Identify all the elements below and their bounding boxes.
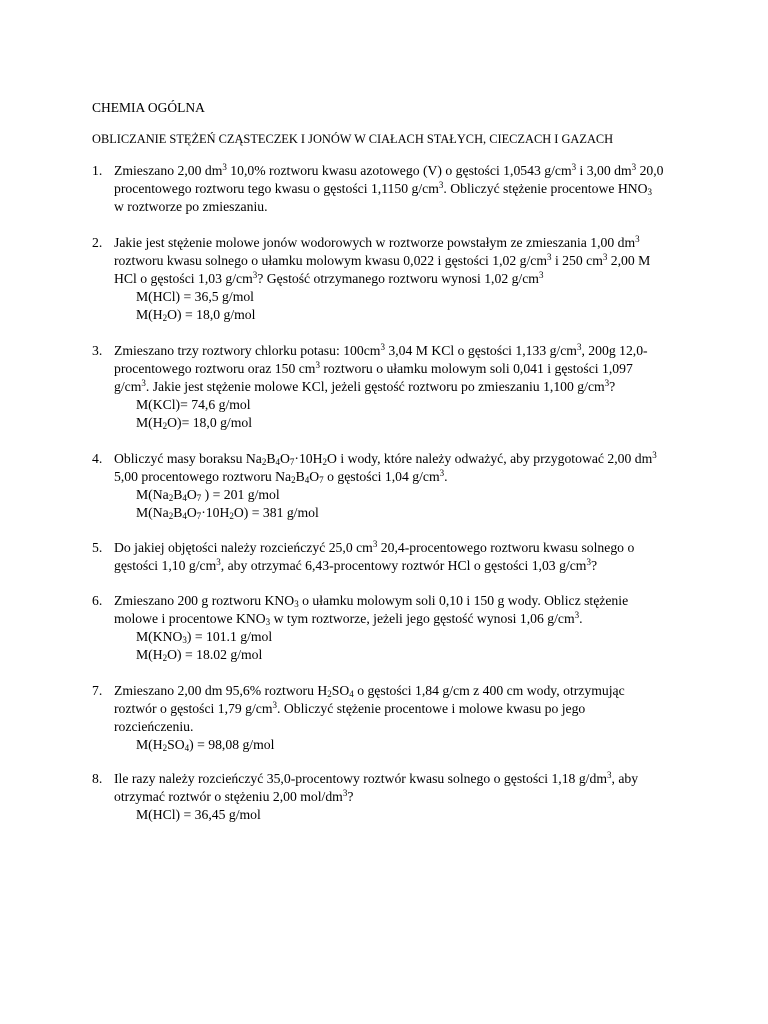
text-run: Zmieszano trzy roztwory chlorku potasu: 100cm [114, 343, 381, 358]
text-line [114, 718, 677, 736]
text-line [114, 468, 677, 486]
molar-mass [136, 306, 677, 324]
problem-text [114, 342, 677, 396]
text-run: gęstości 1,10 g/cm [114, 558, 217, 573]
problem-text [114, 682, 677, 736]
subscript: 4 [349, 689, 354, 699]
problem-text [114, 450, 677, 486]
text-run: w tym roztworze, jeżeli jego gęstość wynosi 1,06 g/cm [270, 611, 575, 626]
text-run: HCl o gęstości 1,03 g/cm [114, 271, 253, 286]
text-line [114, 610, 677, 628]
problem-6 [92, 592, 677, 664]
superscript: 3 [342, 788, 348, 798]
text-line [114, 378, 677, 396]
problem-number: 6. [92, 593, 103, 608]
problem-8 [92, 770, 677, 824]
superscript: 3 [604, 378, 610, 388]
text-run: O [309, 469, 320, 484]
text-run: w roztworze po zmieszaniu. [114, 199, 268, 214]
text-run: O [186, 487, 197, 502]
text-run: O) = 18.02 g/mol [167, 647, 263, 662]
subscript: 7 [319, 475, 324, 485]
problem-body [114, 450, 677, 522]
text-run: Jakie jest stężenie molowe jonów wodorowych w roztworze powstałym ze zmieszania 1,00 dm [114, 235, 636, 250]
text-line [114, 682, 677, 700]
text-run: o gęstości 1,84 g/cm z 400 cm wody, otrzymując [353, 683, 625, 698]
text-run: O [280, 451, 290, 466]
text-line [114, 788, 677, 806]
text-run: g/cm [114, 379, 142, 394]
molar-masses [114, 486, 677, 522]
problem-body [114, 770, 677, 824]
problem-body [114, 234, 677, 324]
text-run: Ile razy należy rozcieńczyć 35,0-procentowy roztwór kwasu solnego o gęstości 1,18 g/dm [114, 771, 607, 786]
subscript: 4 [182, 511, 187, 521]
text-run: B [173, 487, 183, 502]
text-line [114, 342, 677, 360]
subscript: 4 [304, 475, 310, 485]
subscript: 2 [322, 457, 328, 467]
problem-4 [92, 450, 677, 522]
text-run: 20,0 [636, 163, 664, 178]
text-line [114, 539, 677, 557]
subscript: 2 [162, 313, 168, 323]
subscript: 2 [168, 493, 174, 503]
text-run: M(Na [136, 487, 169, 502]
problem-text [114, 539, 677, 575]
problem-body [114, 162, 677, 216]
text-run: ? [609, 379, 616, 394]
text-run: ·10H [294, 451, 323, 466]
superscript: 3 [372, 539, 378, 549]
text-run: M(KNO [136, 629, 183, 644]
superscript: 3 [439, 468, 445, 478]
text-run: . [579, 611, 583, 626]
subscript: 2 [162, 743, 168, 753]
superscript: 3 [141, 378, 146, 388]
text-line [114, 450, 677, 468]
superscript: 3 [576, 342, 582, 352]
molar-mass [136, 486, 677, 504]
text-run: M(H [136, 647, 163, 662]
text-run: . Obliczyć stężenie procentowe HNO [443, 181, 648, 196]
superscript: 3 [380, 342, 385, 352]
molar-masses [114, 396, 677, 432]
subscript: 3 [294, 599, 299, 609]
subscript: 2 [261, 457, 267, 467]
text-run: , aby otrzymać 6,43-procentowy roztwór HCl o gęstości 1,03 g/cm [220, 558, 587, 573]
problem-3 [92, 342, 677, 432]
text-run: molowe i procentowe KNO [114, 611, 266, 626]
text-run: i 3,00 dm [576, 163, 632, 178]
text-line [114, 592, 677, 610]
text-line [114, 180, 677, 198]
superscript: 3 [272, 700, 278, 710]
text-run: SO [331, 683, 350, 698]
text-run: rozcieńczeniu. [114, 719, 194, 734]
text-run: o ułamku molowym soli 0,10 i 150 g wody. Oblicz stężenie [298, 593, 629, 608]
subscript: 2 [162, 653, 168, 663]
subscript: 2 [327, 689, 332, 699]
text-run: i 250 cm [551, 253, 603, 268]
text-run: B [295, 469, 305, 484]
problem-text [114, 234, 677, 288]
subscript: 3 [647, 187, 652, 197]
text-line [114, 234, 677, 252]
subscript: 2 [229, 511, 234, 521]
subscript: 3 [182, 635, 187, 645]
problem-body [114, 682, 677, 754]
text-run: M(Na [136, 505, 169, 520]
subscript: 4 [275, 457, 280, 467]
subscript: 4 [184, 743, 190, 753]
superscript: 3 [635, 234, 640, 244]
text-run: Zmieszano 200 g roztworu KNO [114, 593, 295, 608]
text-run: O i wody, które należy odważyć, aby przygotować 2,00 dm [327, 451, 653, 466]
problem-body [114, 592, 677, 664]
superscript: 3 [222, 162, 227, 172]
problem-7 [92, 682, 677, 754]
superscript: 3 [252, 270, 258, 280]
document-title: CHEMIA OGÓLNA [92, 100, 205, 115]
superscript: 3 [574, 610, 580, 620]
superscript: 3 [652, 450, 657, 460]
superscript: 3 [602, 252, 608, 262]
subscript: 7 [196, 511, 202, 521]
superscript: 3 [547, 252, 552, 262]
problem-text [114, 162, 677, 216]
text-run: ? [590, 558, 598, 573]
molar-mass [136, 646, 677, 664]
superscript: 3 [606, 770, 612, 780]
text-run: ) = 101.1 g/mol [186, 629, 273, 644]
problem-text [114, 592, 677, 628]
superscript: 3 [438, 180, 444, 190]
text-run: O)= 18,0 g/mol [167, 415, 253, 430]
text-run: M(HCl) = 36,5 g/mol [136, 289, 254, 304]
molar-masses [114, 806, 677, 824]
text-run: . [444, 469, 448, 484]
problem-body [114, 539, 677, 575]
text-line [114, 360, 677, 378]
molar-masses [114, 288, 677, 324]
molar-mass [136, 504, 677, 522]
subscript: 4 [182, 493, 187, 503]
superscript: 3 [631, 162, 637, 172]
subscript: 3 [265, 617, 271, 627]
text-run: 5,00 procentowego roztworu Na [114, 469, 292, 484]
problem-number: 8. [92, 771, 103, 786]
superscript: 3 [216, 557, 221, 567]
text-run: O) = 381 g/mol [233, 505, 319, 520]
problem-body [114, 342, 677, 432]
problem-text [114, 770, 677, 806]
problem-number: 4. [92, 451, 103, 466]
text-run: B [266, 451, 276, 466]
text-line [114, 557, 677, 575]
text-line [114, 770, 677, 788]
molar-mass [136, 396, 677, 414]
text-run: O) = 18,0 g/mol [167, 307, 256, 322]
subscript: 2 [162, 421, 168, 431]
problem-number: 3. [92, 343, 103, 358]
text-run: roztworu kwasu solnego o ułamku molowym kwasu 0,022 i gęstości 1,02 g/cm [114, 253, 548, 268]
text-run: O [186, 505, 197, 520]
superscript: 3 [586, 557, 591, 567]
superscript: 3 [315, 360, 320, 370]
text-run: ) = 201 g/mol [201, 487, 280, 502]
text-run: B [173, 505, 183, 520]
problem-number: 7. [92, 683, 103, 698]
superscript: 3 [538, 270, 544, 280]
text-run: 2,00 M [607, 253, 651, 268]
text-line [114, 198, 677, 216]
text-run: ? Gęstość otrzymanego roztworu wynosi 1,02 g/cm [257, 271, 539, 286]
text-run: , 200g 12,0- [581, 343, 648, 358]
text-run: Zmieszano 2,00 dm [114, 163, 223, 178]
text-run: M(HCl) = 36,45 g/mol [136, 807, 261, 822]
text-run: . Obliczyć stężenie procentowe i molowe kwasu po jego [277, 701, 586, 716]
text-run: otrzymać roztwór o stężeniu 2,00 mol/dm [114, 789, 343, 804]
molar-mass [136, 806, 677, 824]
text-run: . Jakie jest stężenie molowe KCl, jeżeli gęstość roztworu po zmieszaniu 1,100 g/cm [145, 379, 605, 394]
text-run: 10,0% roztworu kwasu azotowego (V) o gęstości 1,0543 g/cm [226, 163, 572, 178]
text-run: 20,4-procentowego roztworu kwasu solnego o [377, 540, 635, 555]
text-run: SO [167, 737, 185, 752]
problem-1 [92, 162, 677, 216]
subscript: 7 [289, 457, 295, 467]
text-run: roztworu o ułamku molowym soli 0,041 i gęstości 1,097 [319, 361, 633, 376]
problem-number: 5. [92, 540, 103, 555]
text-line [114, 700, 677, 718]
text-run: M(KCl)= 74,6 g/mol [136, 397, 251, 412]
text-run: M(H [136, 307, 163, 322]
text-run: M(H [136, 415, 163, 430]
molar-mass [136, 628, 677, 646]
text-run: ) = 98,08 g/mol [189, 737, 275, 752]
molar-masses [114, 628, 677, 664]
molar-mass [136, 414, 677, 432]
text-line [114, 270, 677, 288]
text-run: Do jakiej objętości należy rozcieńczyć 25,0 cm [114, 540, 373, 555]
text-run: o gęstości 1,04 g/cm [323, 469, 440, 484]
document-subtitle: OBLICZANIE STĘŻEŃ CZĄSTECZEK I JONÓW W CIAŁACH STAŁYCH, CIECZACH I GAZACH [92, 132, 614, 146]
text-run: 3,04 M KCl o gęstości 1,133 g/cm [384, 343, 577, 358]
molar-mass [136, 736, 677, 754]
superscript: 3 [571, 162, 577, 172]
subscript: 2 [291, 475, 296, 485]
problem-2 [92, 234, 677, 324]
text-run: procentowego roztworu tego kwasu o gęstości 1,1150 g/cm [114, 181, 439, 196]
problem-5 [92, 539, 677, 575]
text-line [114, 252, 677, 270]
molar-mass [136, 288, 677, 306]
text-run: Zmieszano 2,00 dm 95,6% roztworu H [114, 683, 328, 698]
text-run: ·10H [201, 505, 230, 520]
problem-number: 1. [92, 163, 103, 178]
molar-masses [114, 736, 677, 754]
subscript: 7 [196, 493, 202, 503]
subscript: 2 [168, 511, 174, 521]
text-run: procentowego roztworu oraz 150 cm [114, 361, 316, 376]
text-run: M(H [136, 737, 163, 752]
text-run: roztwór o gęstości 1,79 g/cm [114, 701, 273, 716]
text-run: ? [347, 789, 354, 804]
text-run: Obliczyć masy boraksu Na [114, 451, 262, 466]
text-run: , aby [611, 771, 639, 786]
problem-number: 2. [92, 235, 103, 250]
text-line [114, 162, 677, 180]
